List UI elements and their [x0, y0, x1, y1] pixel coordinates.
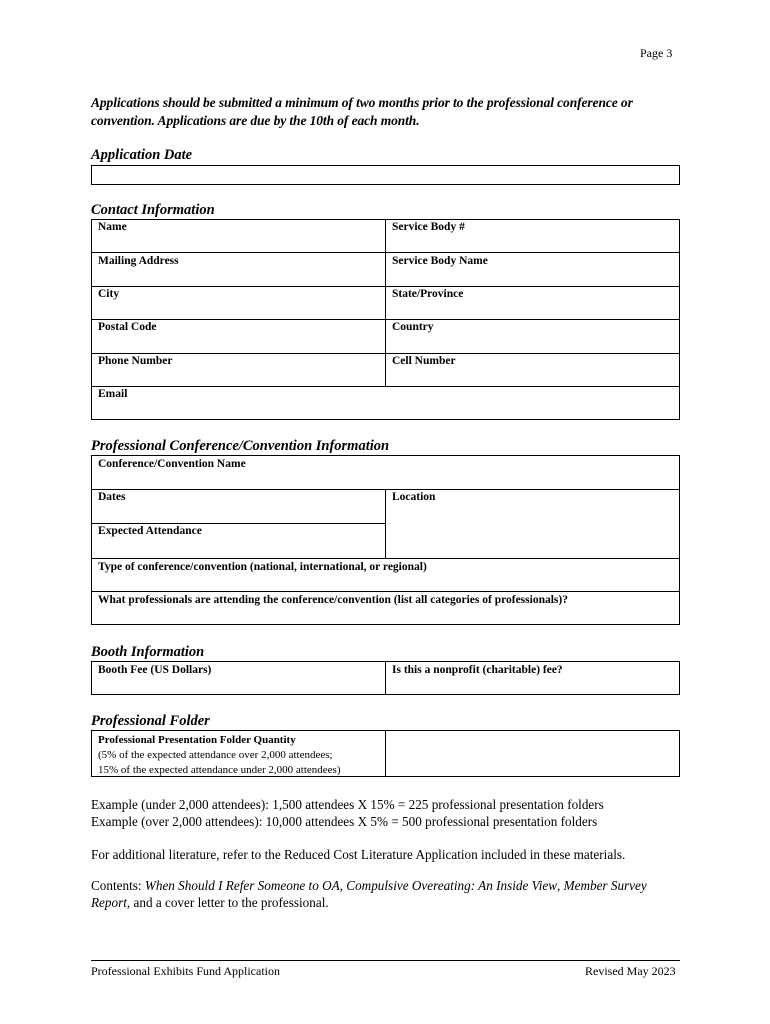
- contents-text: [91, 877, 686, 911]
- conference-heading: Professional Conference/Convention Information: [91, 438, 390, 454]
- contact-row-line: [91, 319, 680, 320]
- contact-row-line: [91, 353, 680, 354]
- conference-name-field[interactable]: Conference/Convention Name: [98, 458, 246, 470]
- contact-divider: [385, 219, 386, 387]
- contents-title-3: Member Survey Report: [91, 878, 647, 910]
- contact-row-line: [91, 286, 680, 287]
- folder-quantity-note-2: 15% of the expected attendance under 2,000 attendees): [98, 764, 341, 776]
- service-body-name-field[interactable]: Service Body Name: [392, 255, 488, 267]
- contents-title-2: Compulsive Overeating: An Inside View: [346, 878, 558, 893]
- city-field[interactable]: City: [98, 288, 120, 300]
- contents-suffix: , and a cover letter to the professional.: [126, 895, 329, 910]
- contact-heading: Contact Information: [91, 202, 215, 218]
- footer-title: Professional Exhibits Fund Application: [91, 964, 280, 978]
- footer-divider: [91, 960, 680, 961]
- state-province-field[interactable]: State/Province: [392, 288, 464, 300]
- footer-revision: Revised May 2023: [585, 964, 676, 978]
- booth-fee-field[interactable]: Booth Fee (US Dollars): [98, 664, 212, 676]
- cell-number-field[interactable]: Cell Number: [392, 355, 456, 367]
- mailing-address-field[interactable]: Mailing Address: [98, 255, 179, 267]
- service-body-number-field[interactable]: Service Body #: [392, 221, 465, 233]
- professionals-attending-field[interactable]: What professionals are attending the conference/convention (list all categories of professionals)?: [98, 594, 568, 606]
- postal-code-field[interactable]: Postal Code: [98, 321, 157, 333]
- dates-field[interactable]: Dates: [98, 491, 126, 503]
- email-field[interactable]: Email: [98, 388, 128, 400]
- nonprofit-fee-field[interactable]: Is this a nonprofit (charitable) fee?: [392, 664, 563, 676]
- location-field[interactable]: Location: [392, 491, 436, 503]
- conference-row-line: [91, 558, 680, 559]
- phone-number-field[interactable]: Phone Number: [98, 355, 173, 367]
- conference-divider: [385, 489, 386, 558]
- expected-attendance-field[interactable]: Expected Attendance: [98, 525, 202, 537]
- folder-quantity-note-1: (5% of the expected attendance over 2,000 attendees;: [98, 749, 333, 761]
- booth-heading: Booth Information: [91, 644, 205, 660]
- application-date-field[interactable]: [91, 165, 680, 185]
- booth-divider: [385, 661, 386, 695]
- conference-row-line: [91, 591, 680, 592]
- literature-note: For additional literature, refer to the Reduced Cost Literature Application included in these materials.: [91, 847, 626, 862]
- contents-sep-1: ,: [339, 878, 347, 893]
- application-date-heading: Application Date: [91, 147, 193, 163]
- contents-prefix: Contents:: [91, 878, 145, 893]
- folder-quantity-field[interactable]: [386, 731, 679, 776]
- intro-text: Applications should be submitted a minimum of two months prior to the professional conference or convention. Applications are due by the 10th of each month.: [91, 95, 633, 128]
- folder-quantity-label: [98, 733, 382, 778]
- contact-row-line: [91, 386, 680, 387]
- conference-row-line: [91, 523, 385, 524]
- example-over: Example (over 2,000 attendees): 10,000 attendees X 5% = 500 professional presentation folders: [91, 814, 598, 829]
- name-field[interactable]: Name: [98, 221, 127, 233]
- contents-title-1: When Should I Refer Someone to OA: [144, 878, 340, 893]
- conference-type-field[interactable]: Type of conference/convention (national, international, or regional): [98, 561, 427, 573]
- page-number: Page 3: [640, 46, 673, 60]
- folder-heading: Professional Folder: [91, 713, 210, 729]
- folder-quantity-title: Professional Presentation Folder Quantity: [98, 734, 296, 746]
- example-under: Example (under 2,000 attendees): 1,500 attendees X 15% = 225 professional presentation folders: [91, 797, 604, 812]
- contact-row-line: [91, 252, 680, 253]
- country-field[interactable]: Country: [392, 321, 434, 333]
- contents-sep-2: ,: [557, 878, 564, 893]
